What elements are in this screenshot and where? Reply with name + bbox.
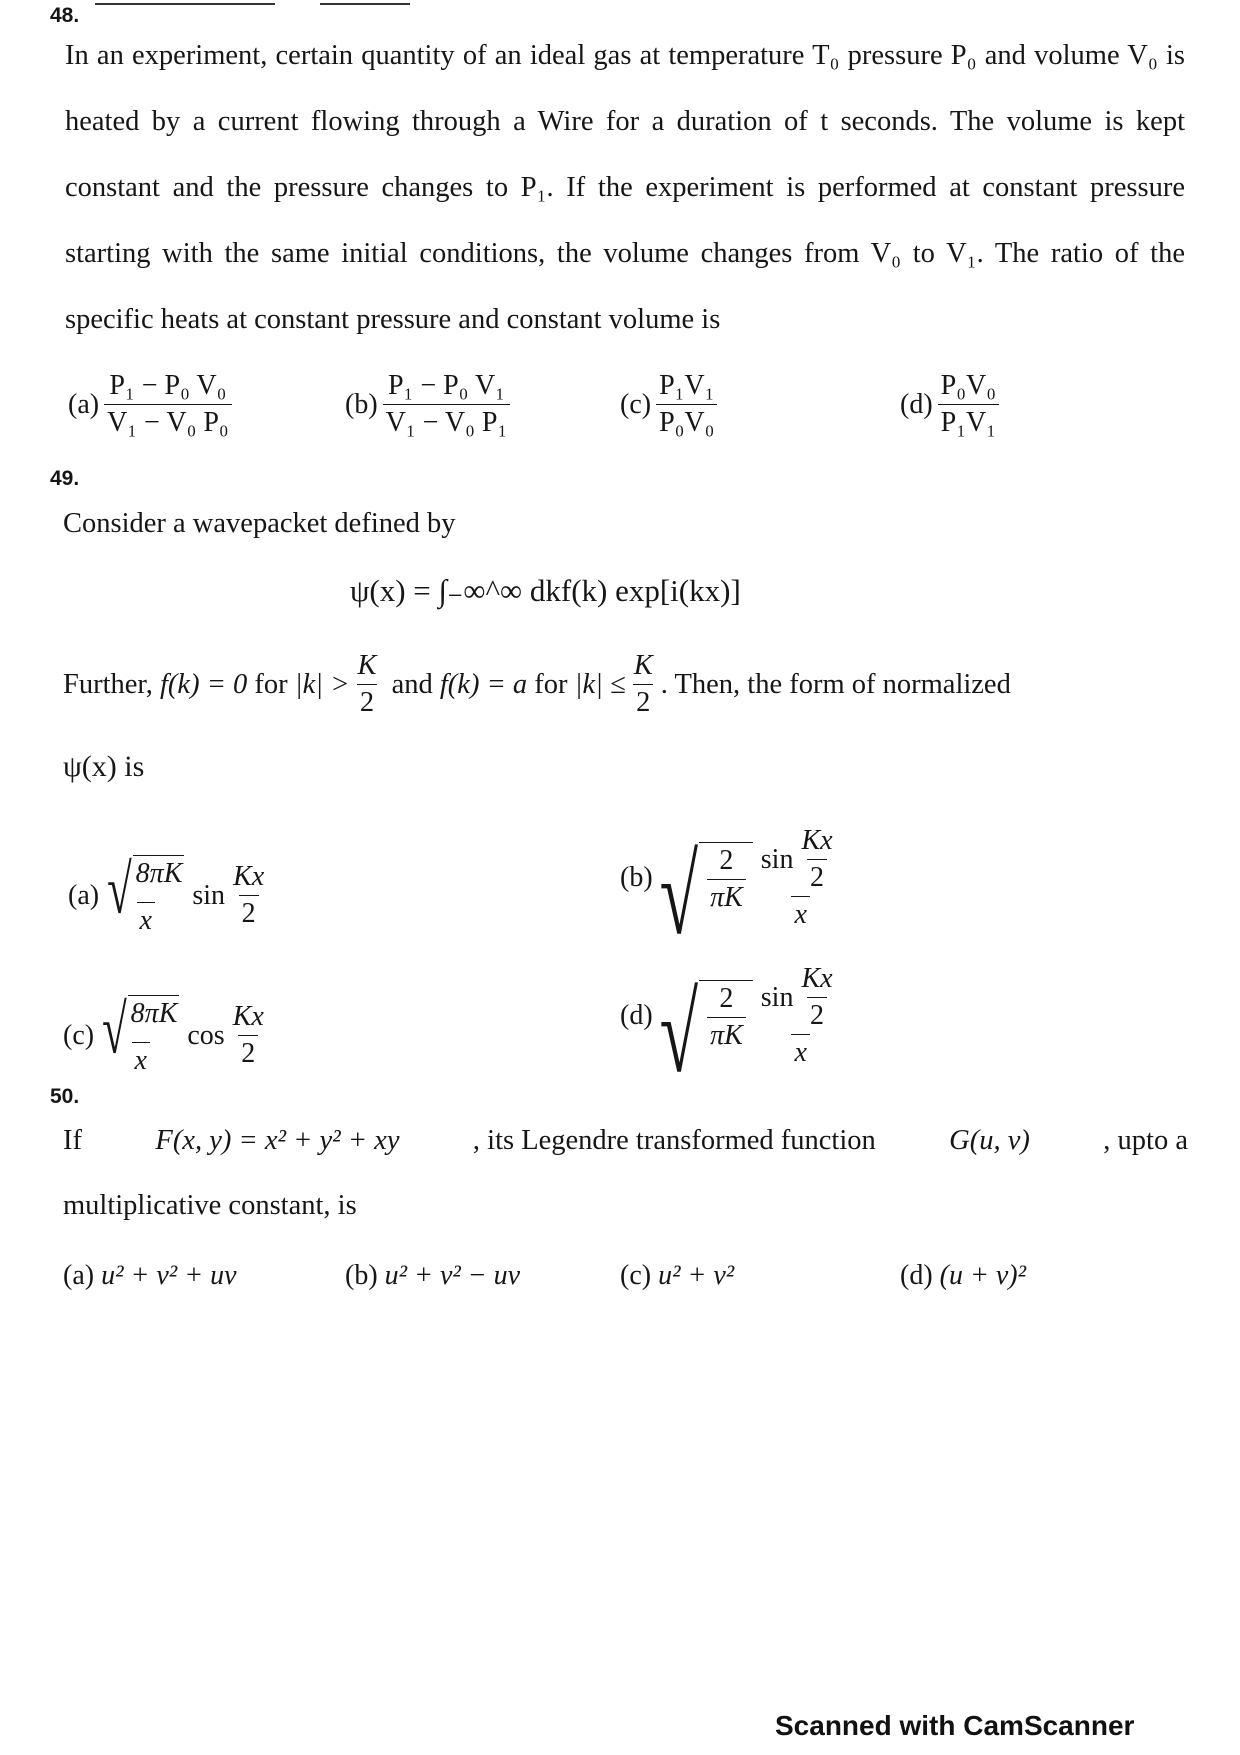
question-50-line2: multiplicative constant, is — [63, 1190, 357, 1221]
psi-is: ψ(x) is — [63, 750, 145, 783]
top-rule — [320, 3, 410, 5]
q49-option-a: (a) √ 8πK x sin $\frac{Kx}{2}$ — [68, 850, 265, 936]
wavepacket-equation: ψ(x) = ∫₋∞^∞ dkf(k) exp[i(kx)] — [350, 573, 741, 608]
q50-option-b: (b) u² + v² − uv — [345, 1260, 521, 1291]
option-label: (c) — [620, 388, 652, 420]
option-label: (b) — [345, 388, 378, 420]
option-fraction: $\frac{\text{P₁ − P₀ V₁}}{\text{V₁ − V₀ P₁}}$ — [383, 370, 511, 439]
q50-option-a: (a) u² + v² + uv — [63, 1260, 237, 1291]
q48-option-d — [900, 370, 1004, 439]
question-number-49: 49. — [50, 467, 80, 490]
question-49-intro: Consider a wavepacket defined by — [63, 508, 456, 539]
option-label: (a) — [68, 879, 100, 911]
option-label: (d) — [620, 1000, 653, 1031]
q49-option-c: (c) √ 8πK x cos $\frac{Kx}{2}$ — [63, 990, 264, 1076]
q50-option-d: (d) (u + v)² — [900, 1260, 1027, 1291]
question-number-50: 50. — [50, 1085, 80, 1108]
option-fraction: $\frac{\text{P₁V₁}}{\text{P₀V₀}}$ — [656, 370, 717, 439]
option-fraction: $\frac{\text{P₁ − P₀ V₀}}{\text{V₁ − V₀ P₀}}$ — [104, 370, 232, 439]
option-label: (c) — [63, 1019, 95, 1051]
question-49-condition: Further, f(k) = 0 for |k| > $\frac{K}{2}$ and f(k) = a for |k| ≤ $\frac{K}{2}$ . Then, the form of normalized — [63, 650, 1011, 718]
q48-option-a — [68, 370, 237, 439]
question-number-48: 48. — [50, 4, 80, 27]
question-50-line1: If F(x, y) = x² + y² + xy , its Legendre transformed function G(u, v) , upto a — [63, 1125, 1188, 1156]
q48-option-c — [620, 370, 722, 439]
option-label: (b) — [620, 862, 653, 893]
q49-option-b: (b) √ $\frac{2}{\pi K}$ sin $\frac{Kx}{2}$ x — [620, 825, 833, 959]
q48-option-b — [345, 370, 515, 439]
q49-option-d: (d) √ $\frac{2}{\pi K}$ sin $\frac{Kx}{2}$ x — [620, 963, 833, 1097]
question-48-text: In an experiment, certain quantity of an ideal gas at temperature T₀ pressure P₀ and volume V₀ is heated by a current flowing through a Wire for a duration of t seconds. The volume is kept constant and the pressure changes to P₁. If the experiment is performed at constant pressure starting with the same initial conditions, the volume changes from V₀ to V₁. The ratio of the specific heats at constant pressure and constant volume is — [65, 40, 1185, 335]
camscanner-watermark: Scanned with CamScanner — [775, 1710, 1135, 1741]
option-label: (d) — [900, 388, 933, 420]
top-rule — [95, 3, 275, 5]
option-fraction: $\frac{\text{P₀V₀}}{\text{P₁V₁}}$ — [938, 370, 999, 439]
q50-option-c: (c) u² + v² — [620, 1260, 735, 1291]
option-label: (a) — [68, 388, 100, 420]
